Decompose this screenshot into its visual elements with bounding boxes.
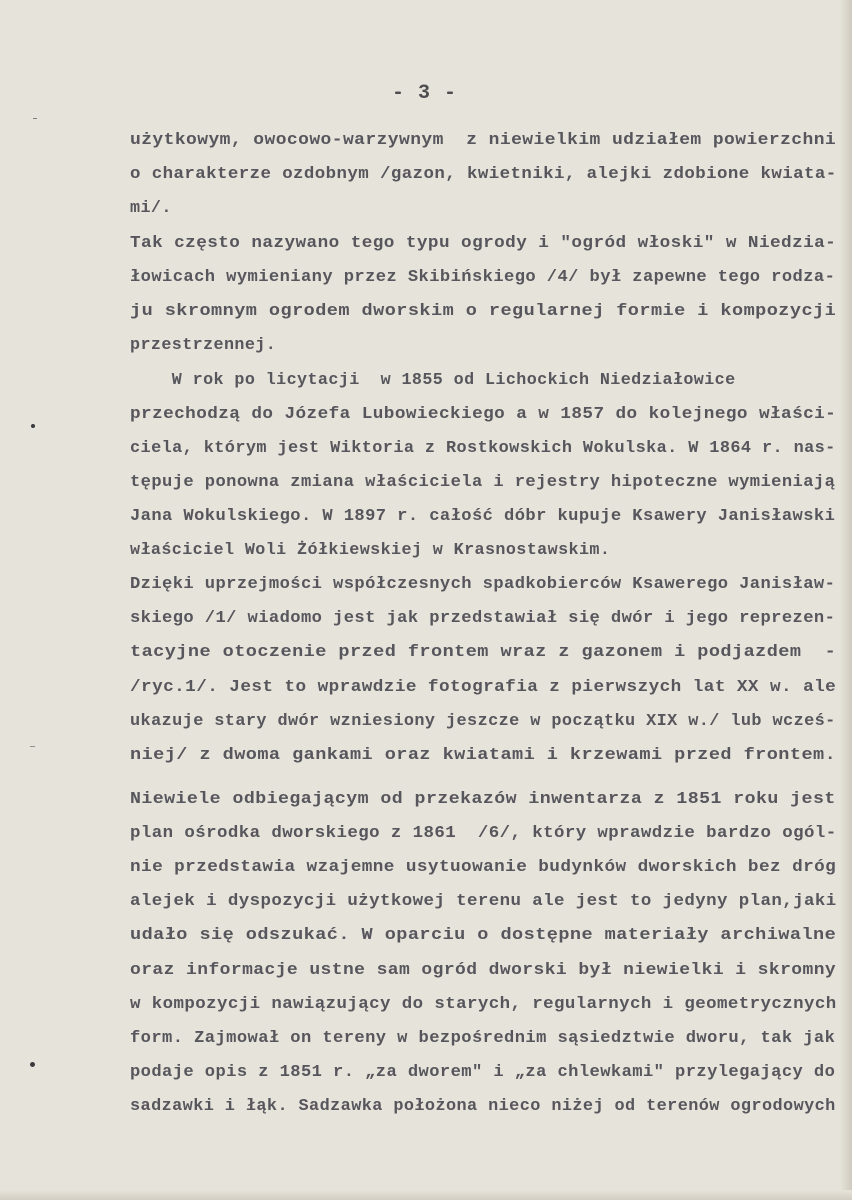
- margin-dot: [30, 1062, 35, 1067]
- text-line: form. Zajmował on tereny w bezpośrednim sąsiedztwie dworu, tak jak: [130, 1028, 836, 1047]
- text-line: W rok po licytacji w 1855 od Lichockich Niedziałowice: [130, 370, 736, 389]
- text-line: sadzawki i łąk. Sadzawka położona nieco niżej od terenów ogrodowych: [130, 1096, 836, 1115]
- text-line: skiego /1/ wiadomo jest jak przedstawiał się dwór i jego reprezen-: [130, 608, 836, 627]
- text-line: o charakterze ozdobnym /gazon, kwietniki, alejki zdobione kwiata-: [130, 164, 837, 183]
- text-line: Niewiele odbiegającym od przekazów inwentarza z 1851 roku jest: [130, 789, 836, 808]
- text-line: niej/ z dwoma gankami oraz kwiatami i krzewami przed frontem.: [130, 745, 837, 764]
- page-number: - 3 -: [392, 82, 458, 105]
- text-line: przestrzennej.: [130, 335, 277, 354]
- margin-dot: [31, 424, 35, 428]
- text-line: Tak często nazywano tego typu ogrody i "ogród włoski" w Niedzia-: [130, 233, 837, 252]
- text-line: alejek i dyspozycji użytkowej terenu ale jest to jedyny plan,jaki: [130, 891, 837, 910]
- text-line: udało się odszukać. W oparciu o dostępne materiały archiwalne: [130, 925, 837, 944]
- text-line: tępuje ponowna zmiana właściciela i rejestry hipoteczne wymieniają: [130, 472, 836, 491]
- text-line: Dzięki uprzejmości współczesnych spadkobierców Ksawerego Janisław-: [130, 574, 836, 593]
- text-line: użytkowym, owocowo-warzywnym z niewielkim udziałem powierzchni: [130, 130, 837, 149]
- text-line: oraz informacje ustne sam ogród dworski był niewielki i skromny: [130, 960, 837, 979]
- text-line: łowicach wymieniany przez Skibińskiego /4/ był zapewne tego rodza-: [130, 267, 836, 286]
- text-line: przechodzą do Józefa Lubowieckiego a w 1857 do kolejnego właści-: [130, 404, 837, 423]
- margin-dash: [33, 118, 37, 119]
- text-line: właściciel Woli Żółkiewskiej w Krasnostawskim.: [130, 540, 611, 559]
- text-line: /ryc.1/. Jest to wprawdzie fotografia z pierwszych lat XX w. ale: [130, 677, 837, 696]
- text-line: w kompozycji nawiązujący do starych, regularnych i geometrycznych: [130, 994, 837, 1013]
- text-line: tacyjne otoczenie przed frontem wraz z gazonem i podjazdem -: [130, 642, 837, 661]
- margin-dash: [30, 746, 35, 747]
- text-line: ukazuje stary dwór wzniesiony jeszcze w początku XIX w./ lub wcześ-: [130, 711, 836, 730]
- text-line: Jana Wokulskiego. W 1897 r. całość dóbr kupuje Ksawery Janisławski: [130, 506, 836, 525]
- text-line: ciela, którym jest Wiktoria z Rostkowskich Wokulska. W 1864 r. nas-: [130, 438, 836, 457]
- text-line: nie przedstawia wzajemne usytuowanie budynków dworskich bez dróg: [130, 857, 837, 876]
- text-line: podaje opis z 1851 r. „za dworem" i „za chlewkami" przylegający do: [130, 1062, 836, 1081]
- text-line: plan ośrodka dworskiego z 1861 /6/, który wprawdzie bardzo ogól-: [130, 823, 837, 842]
- text-line: mi/.: [130, 198, 172, 217]
- text-line: ju skromnym ogrodem dworskim o regularnej formie i kompozycji: [130, 301, 837, 320]
